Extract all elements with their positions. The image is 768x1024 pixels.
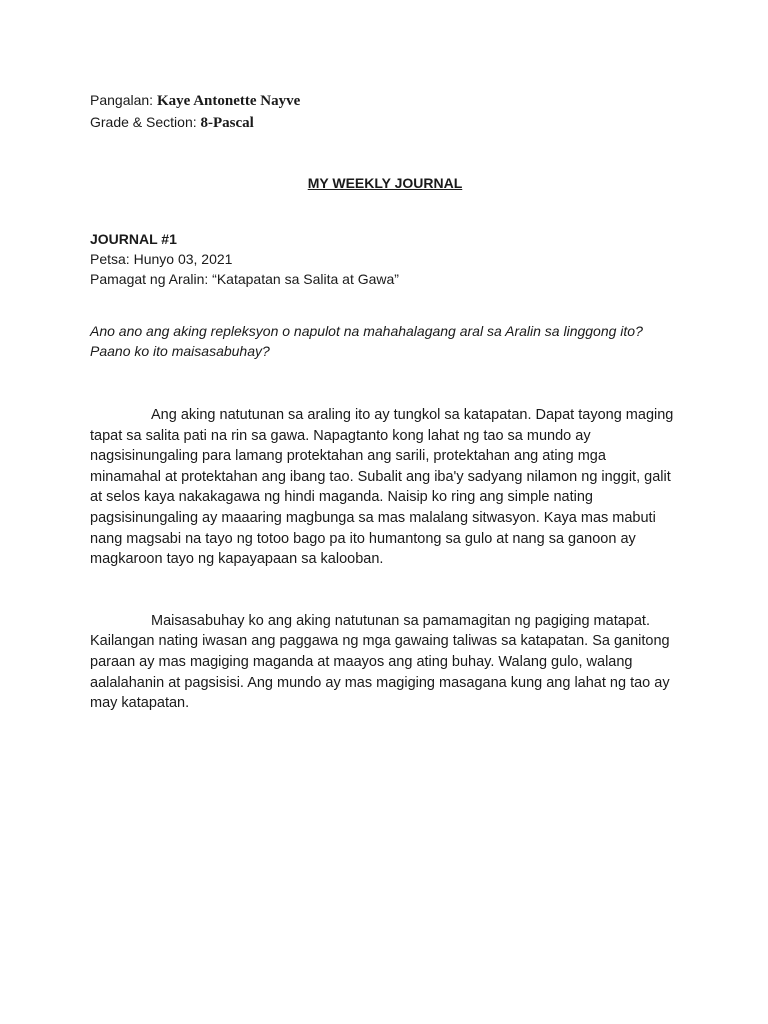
journal-lesson-title: Pamagat ng Aralin: “Katapatan sa Salita at Gawa” — [90, 271, 399, 287]
name-line — [90, 90, 680, 112]
name-value: Kaye Antonette Nayve — [156, 93, 301, 109]
grade-section-label: Grade & Section: — [90, 114, 197, 130]
reflection-paragraph-2: Maisasabuhay ko ang aking natutunan sa pamamagitan ng pagiging matapat. Kailangan nating iwasan ang paggawa ng mga gawaing taliwas sa katapatan. Sa ganitong paraan ay mas magiging maganda at maayos ang ating buhay. Walang gulo, walang aalalahanin at pagsisisi. Ang mundo ay mas magiging masagana kung ang lahat ng tao ay may katapatan. — [90, 612, 670, 712]
journal-page — [90, 90, 680, 714]
reflection-question: Ano ano ang aking repleksyon o napulot na mahahalagang aral sa Aralin sa linggong ito? Paano ko ito maisasabuhay? — [90, 323, 643, 359]
journal-date: Petsa: Hunyo 03, 2021 — [90, 251, 233, 267]
name-label: Pangalan: — [90, 92, 154, 108]
journal-number: JOURNAL #1 — [90, 231, 177, 247]
grade-section-line — [90, 112, 680, 134]
grade-section-value: 8-Pascal — [200, 115, 254, 131]
page-title: MY WEEKLY JOURNAL — [307, 175, 463, 191]
journal-header — [90, 230, 680, 289]
reflection-paragraph-1: Ang aking natutunan sa araling ito ay tungkol sa katapatan. Dapat tayong maging tapat sa salita pati na rin sa gawa. Napagtanto kong lahat ng tao sa mundo ay nagsisinungaling para lamang protektahan ang sarili, protektahan ang ating mga minamahal at protektahan ang ibang tao. Subalit ang iba'y sadyang nilamon ng inggit, galit at selos kaya nakakagawa ng hindi maganda. Naisip ko ring ang simple nating pagsisinungaling ay maaaring magbunga sa mas malalang sitwasyon. Kaya mas mabuti nang magsabi na tayo ng totoo bago pa ito humantong sa gulo at nang sa ganoon ay magkaroon tayo ng kapayapaan sa kalooban. — [90, 407, 674, 568]
